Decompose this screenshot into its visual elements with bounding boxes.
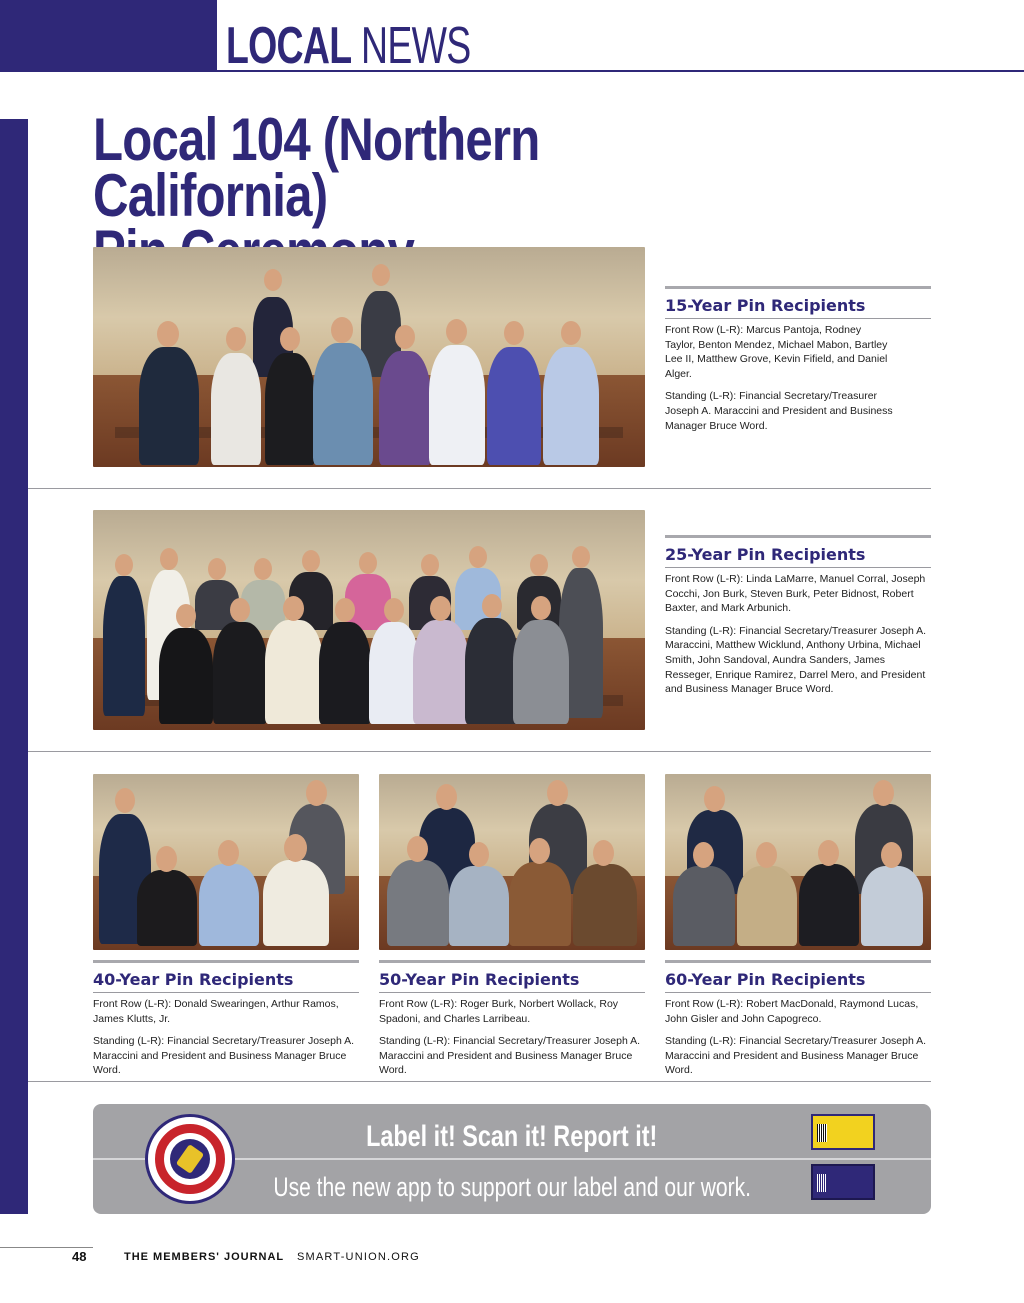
section-divider [28, 1081, 931, 1082]
group-photo-60-year [665, 774, 931, 950]
footer-rule [0, 1247, 93, 1248]
caption-rule-60 [665, 960, 931, 963]
caption-rule-50 [379, 960, 645, 963]
group-photo-50-year [379, 774, 645, 950]
caption-standing-40: Standing (L-R): Financial Secretary/Treasurer Joseph A. Maraccini and President and Business Manager Bruce Word. [93, 1035, 355, 1077]
group-photo-15-year [93, 247, 645, 467]
caption-front-row-15: Front Row (L-R): Marcus Pantoja, Rodney Taylor, Benton Mendez, Michael Mabon, Bartley Lee II, Matthew Grove, Kevin Fifield, and Daniel Alger. [665, 324, 888, 380]
caption-underline-50 [379, 992, 645, 993]
caption-underline-15 [665, 318, 931, 319]
caption-title-15: 15-Year Pin Recipients [665, 296, 866, 315]
caption-body-15 [665, 323, 893, 433]
caption-body-50 [379, 997, 645, 1078]
website-link[interactable]: SMART-UNION.ORG [297, 1251, 420, 1263]
page-number: 48 [72, 1249, 87, 1264]
section-label-bold: LOCAL [226, 17, 352, 75]
smart-label-tag-icon [811, 1164, 875, 1200]
caption-front-row-50: Front Row (L-R): Roger Burk, Norbert Wollack, Roy Spadoni, and Charles Larribeau. [379, 998, 619, 1025]
caption-rule-40 [93, 960, 359, 963]
section-divider [28, 751, 931, 752]
caption-title-25: 25-Year Pin Recipients [665, 545, 866, 564]
section-label-light: NEWS [361, 17, 471, 75]
caption-underline-40 [93, 992, 359, 993]
caption-front-row-25: Front Row (L-R): Linda LaMarre, Manuel Corral, Joseph Cocchi, Jon Burk, Steven Burk, Peter Bidnost, Robert Baxter, and Mark Arbunich. [665, 573, 926, 615]
caption-underline-60 [665, 992, 931, 993]
caption-title-60: 60-Year Pin Recipients [665, 970, 866, 989]
caption-underline-25 [665, 567, 931, 568]
caption-front-row-40: Front Row (L-R): Donald Swearingen, Arthur Ramos, James Klutts, Jr. [93, 998, 339, 1025]
side-accent-bar [0, 119, 28, 1214]
caption-standing-60: Standing (L-R): Financial Secretary/Treasurer Joseph A. Maraccini and President and Business Manager Bruce Word. [665, 1035, 927, 1077]
caption-rule-25 [665, 535, 931, 538]
section-divider [28, 488, 931, 489]
banner-headline: Label it! Scan it! Report it! [366, 1120, 658, 1153]
caption-body-60 [665, 997, 931, 1078]
caption-title-40: 40-Year Pin Recipients [93, 970, 294, 989]
caption-standing-15: Standing (L-R): Financial Secretary/Treasurer Joseph A. Maraccini and President and Business Manager Bruce Word. [665, 390, 893, 432]
caption-rule-15 [665, 286, 931, 289]
caption-title-50: 50-Year Pin Recipients [379, 970, 580, 989]
caption-standing-25: Standing (L-R): Financial Secretary/Treasurer Joseph A. Maraccini, Matthew Wicklund, Anthony Urbina, Michael Smith, John Sandoval, Aundra Sanders, James Resseger, Enrique Ramirez, Darrel Mero, and President and Business Manager Bruce Word. [665, 624, 927, 696]
banner-subline: Use the new app to support our label and our work. [273, 1172, 751, 1202]
label-scan-report-banner[interactable] [93, 1104, 931, 1214]
caption-body-25 [665, 572, 927, 697]
group-photo-25-year [93, 510, 645, 730]
caption-body-40 [93, 997, 359, 1078]
union-label-tag-icon [811, 1114, 875, 1150]
caption-standing-50: Standing (L-R): Financial Secretary/Treasurer Joseph A. Maraccini and President and Business Manager Bruce Word. [379, 1035, 641, 1077]
caption-front-row-60: Front Row (L-R): Robert MacDonald, Raymond Lucas, John Gisler and John Capogreco. [665, 998, 919, 1025]
header-color-bar [0, 0, 217, 72]
publication-name: THE MEMBERS' JOURNAL [124, 1251, 285, 1263]
group-photo-40-year [93, 774, 359, 950]
article-title-line1: Local 104 (Northern California) [93, 106, 540, 229]
section-label [226, 17, 471, 75]
